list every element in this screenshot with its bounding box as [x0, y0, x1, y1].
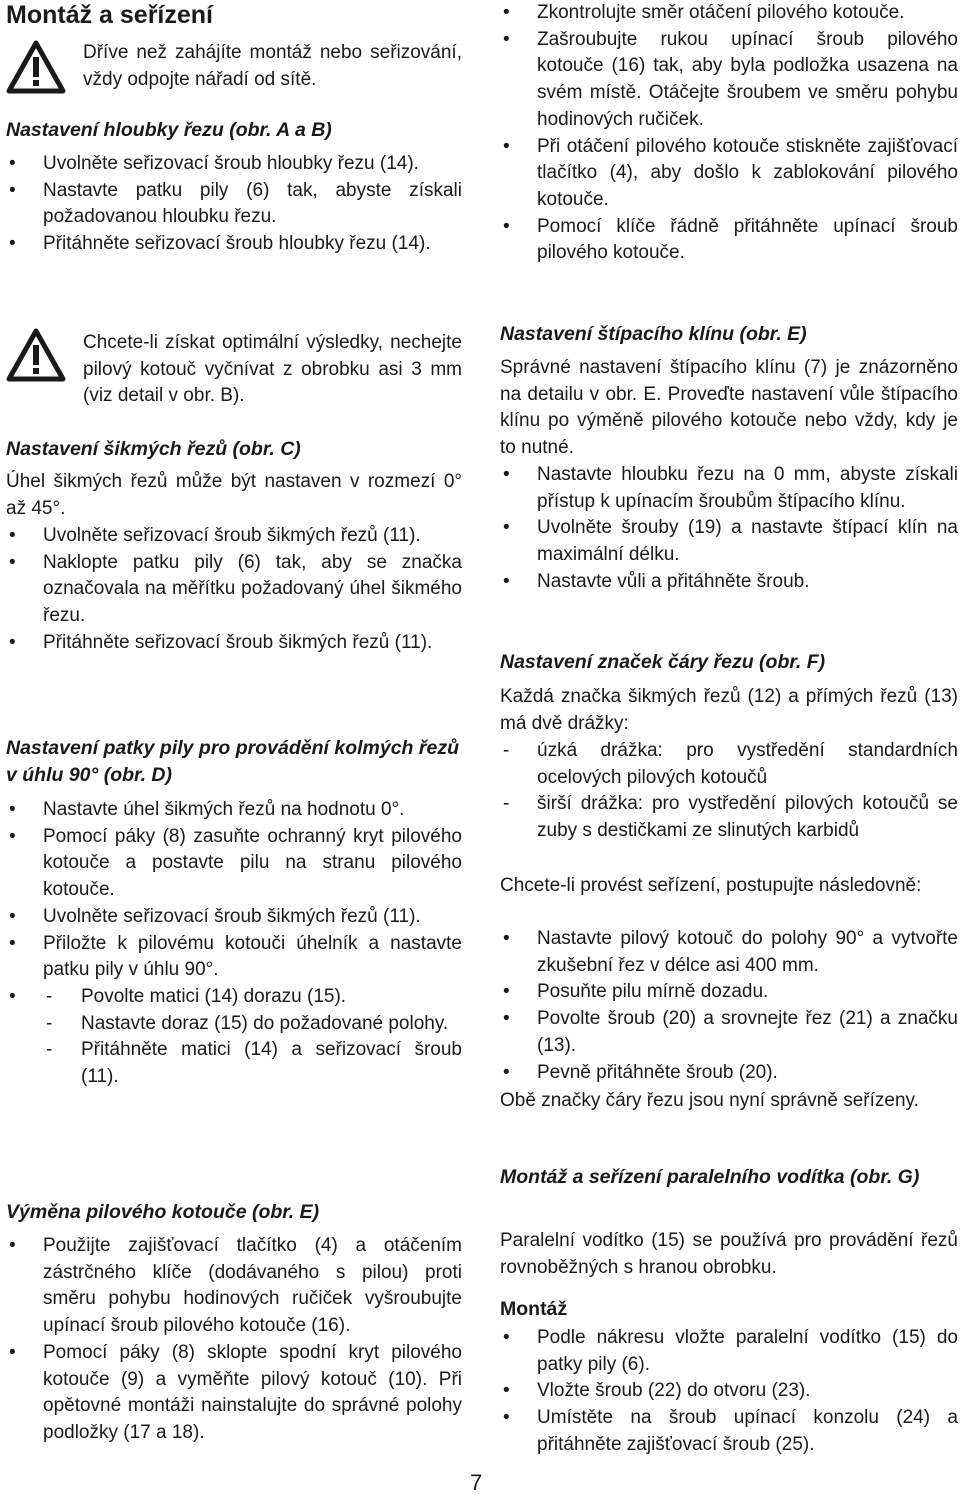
cut-marks-steps-list [500, 926, 958, 1086]
sub-list-wrapper [6, 984, 462, 1091]
warning-block-disconnect [6, 40, 462, 100]
list-item: • Použijte zajišťovací tlačítko (4) a otáčením zástrčného klíče (dodávaného s pilou) proti směru pohybu hodinových ručiček vyšroubujte upínací šroub pilového kotouče (16). [6, 1233, 462, 1340]
list-item: • Uvolněte seřizovací šroub hloubky řezu (14). [6, 151, 462, 178]
blade-steps-list [6, 1233, 462, 1447]
section-heading-parallel-fence: Montáž a seřízení paralelního vodítka (obr. G) [500, 1166, 920, 1188]
list-item: • Přitáhněte seřizovací šroub hloubky řezu (14). [6, 231, 462, 258]
blade-steps-continued-list [500, 0, 958, 267]
bevel-intro: Úhel šikmých řezů může být nastaven v rozmezí 0° až 45°. [6, 471, 462, 519]
list-item: • Nastavte vůli a přitáhněte šroub. [500, 569, 958, 596]
bevel-steps-list [6, 523, 462, 657]
list-item: • Přiložte k pilovému kotouči úhelník a nastavte patku pily v úhlu 90°. [6, 931, 462, 984]
section-heading-bevel: Nastavení šikmých řezů (obr. C) [6, 438, 301, 460]
list-item: • Při otáčení pilového kotouče stiskněte zajišťovací tlačítko (4), aby došlo k zablokování pilového kotouče. [500, 134, 958, 214]
list-item: • Vložte šroub (22) do otvoru (23). [500, 1378, 958, 1405]
list-item: • Nastavte hloubku řezu na 0 mm, abyste získali přístup k upínacím šroubům štípacího klínu. [500, 462, 958, 515]
list-item: • Nastavte patku pily (6) tak, abyste získali požadovanou hloubku řezu. [6, 178, 462, 231]
riving-knife-steps-list [500, 462, 958, 596]
90deg-substeps-list [43, 984, 462, 1091]
section-heading-depth: Nastavení hloubky řezu (obr. A a B) [6, 119, 332, 141]
section-heading-blade: Výměna pilového kotouče (obr. E) [6, 1201, 320, 1223]
section-heading-assembly: Montáž [500, 1298, 568, 1320]
riving-knife-intro: Správné nastavení štípacího klínu (7) je znázorněno na detailu v obr. E. Proveďte nastavení vůle štípacího klínu po výměně pilového kotouče nebo vždy, kdy je to nutné. [500, 357, 958, 459]
list-item: • Nastavte úhel šikmých řezů na hodnotu 0°. [6, 797, 462, 824]
cut-marks-grooves-list [500, 738, 958, 845]
list-item: • Přitáhněte seřizovací šroub šikmých řezů (11). [6, 630, 462, 657]
list-item: • Zašroubujte rukou upínací šroub pilového kotouče (16) tak, aby byla podložka usazena na svém místě. Otáčejte šroubem ve směru pohybu hodinových ručiček. [500, 27, 958, 134]
parallel-fence-intro: Paralelní vodítko (15) se používá pro provádění řezů rovnoběžných s hranou obrobku. [500, 1230, 958, 1278]
list-item: • Zkontrolujte směr otáčení pilového kotouče. [500, 0, 958, 27]
90deg-steps-list [6, 797, 462, 1091]
page-number: 7 [470, 1470, 483, 1495]
section-heading-90deg: Nastavení patky pily pro provádění kolmých řezů v úhlu 90° (obr. D) [6, 737, 459, 786]
list-item: • Posuňte pilu mírně dozadu. [500, 979, 958, 1006]
section-heading-cut-marks: Nastavení značek čáry řezu (obr. F) [500, 651, 826, 673]
assembly-steps-list [500, 1325, 958, 1459]
page-title: Montáž a seřízení [6, 1, 213, 29]
list-item: • Uvolněte seřizovací šroub šikmých řezů (11). [6, 904, 462, 931]
list-item: • Povolte šroub (20) a srovnejte řez (21) a značku (13). [500, 1006, 958, 1059]
list-item: • Uvolněte seřizovací šroub šikmých řezů (11). [6, 523, 462, 550]
list-item: - širší drážka: pro vystředění pilových kotoučů se zuby s destičkami ze slinutých karbidů [500, 791, 958, 844]
list-item: • Pevně přitáhněte šroub (20). [500, 1060, 958, 1087]
depth-steps-list [6, 151, 462, 258]
list-item: • Uvolněte šrouby (19) a nastavte štípací klín na maximální délku. [500, 515, 958, 568]
warning-block-projection [6, 328, 462, 408]
cut-marks-outro: Obě značky čáry řezu jsou nyní správně seřízeny. [500, 1090, 919, 1111]
cut-marks-intro2: Chcete-li provést seřízení, postupujte následovně: [500, 875, 922, 896]
warning-icon [6, 328, 66, 382]
list-item: - úzká drážka: pro vystředění standardních ocelových pilových kotoučů [500, 738, 958, 791]
warning-text: Dříve než zahájíte montáž nebo seřizování, vždy odpojte nářadí od sítě. [83, 42, 462, 90]
list-item: • Nastavte pilový kotouč do polohy 90° a vytvořte zkušební řez v délce asi 400 mm. [500, 926, 958, 979]
section-heading-riving-knife: Nastavení štípacího klínu (obr. E) [500, 323, 807, 345]
list-item: - Přitáhněte matici (14) a seřizovací šroub (11). [43, 1037, 462, 1090]
list-item: • Pomocí páky (8) zasuňte ochranný kryt pilového kotouče a postavte pilu na stranu pilového kotouče. [6, 824, 462, 904]
list-item: • Pomocí klíče řádně přitáhněte upínací šroub pilového kotouče. [500, 214, 958, 267]
list-item: • Pomocí páky (8) sklopte spodní kryt pilového kotouče (9) a vyměňte pilový kotouč (10). Při opětovné montáži nainstalujte do správné polohy podložky (17 a 18). [6, 1340, 462, 1447]
cut-marks-intro: Každá značka šikmých řezů (12) a přímých řezů (13) má dvě drážky: [500, 686, 958, 734]
list-item: • Naklopte patku pily (6) tak, aby se značka označovala na měřítku požadovaný úhel šikmého řezu. [6, 550, 462, 630]
list-item: - Nastavte doraz (15) do požadované polohy. [43, 1011, 462, 1038]
warning-icon [6, 40, 66, 94]
warning-text: Chcete-li získat optimální výsledky, nechejte pilový kotouč vyčnívat z obrobku asi 3 mm (viz detail v obr. B). [83, 332, 462, 407]
list-item: - • Povolte matici (14) dorazu (15). [43, 984, 462, 1011]
list-item: • Podle nákresu vložte paralelní vodítko (15) do patky pily (6). [500, 1325, 958, 1378]
list-item: • Umístěte na šroub upínací konzolu (24) a přitáhněte zajišťovací šroub (25). [500, 1405, 958, 1458]
